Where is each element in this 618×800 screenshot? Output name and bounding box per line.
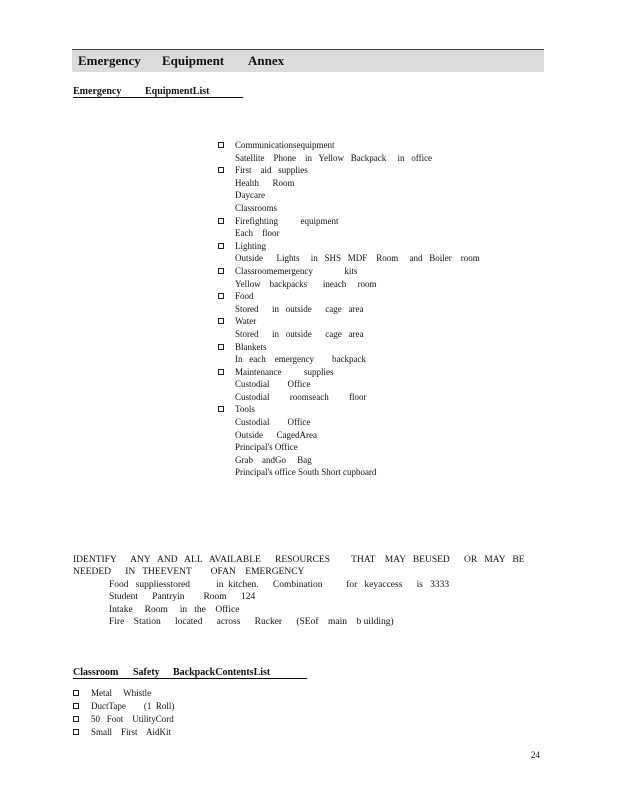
equipment-item-name: Firefighting equipment [235, 215, 339, 226]
equipment-item-detail: Principal's Office [235, 442, 298, 453]
list-item [73, 726, 174, 739]
checkbox-bullet-icon [218, 344, 224, 350]
backpack-item-label: 50 Foot UtilityCord [91, 714, 174, 724]
backpack-item-label: DuctTape (1 Roll) [91, 701, 175, 711]
equipment-item-detail: In each emergency backpack [235, 354, 367, 365]
equipment-item-name: Food [235, 291, 254, 302]
equipment-item-detail: Custodial Office [235, 417, 311, 428]
equipment-item [218, 341, 480, 366]
resource-item: Food suppliesstored in kitchen. Combination for keyaccess is 3333 [109, 579, 450, 590]
equipment-item [218, 290, 480, 315]
equipment-item-detail: Stored in outside cage area [235, 303, 364, 314]
equipment-item-name: Water [235, 316, 257, 327]
checkbox-bullet-icon [218, 167, 224, 173]
equipment-item-detail: Outside CagedArea [235, 429, 317, 440]
backpack-contents-list [73, 687, 174, 739]
equipment-item-name: Maintenance supplies [235, 366, 334, 377]
equipment-item-detail: Satellite Phone in Yellow Backpack in office [235, 152, 433, 163]
equipment-item-detail: Yellow backpacks ineach room [235, 278, 377, 289]
equipment-item [218, 366, 480, 404]
resources-heading-line-1: IDENTIFY ANY AND ALL AVAILABLE RESOURCES THAT MAY BEUSED OR MAY BE [73, 555, 525, 565]
header-title-word-emergency: Emergency [78, 53, 141, 68]
resource-item: Intake Room in the Office [109, 604, 240, 615]
list-item [73, 713, 174, 726]
list-item [73, 687, 174, 700]
checkbox-bullet-icon [218, 293, 224, 299]
equipment-item-heading [218, 403, 480, 416]
resources-section [73, 554, 525, 628]
checkbox-bullet-icon [218, 318, 224, 324]
checkbox-bullet-icon [218, 406, 224, 412]
equipment-item [218, 240, 480, 265]
header-title-word-equipment: Equipment [162, 53, 225, 68]
backpack-heading-word-contents-list: BackpackContentsList [173, 667, 271, 678]
equipment-item-heading [218, 240, 480, 253]
subheading-word-emergency: Emergency [73, 86, 122, 97]
equipment-item-detail: Custodial roomseach floor [235, 391, 367, 402]
backpack-heading-underline [73, 678, 307, 679]
equipment-item-heading [218, 315, 480, 328]
subheading-word-equipment-list: EquipmentList [145, 86, 210, 97]
equipment-item [218, 139, 480, 164]
equipment-item-heading [218, 164, 480, 177]
equipment-item-name: Communicationsequipment [235, 140, 335, 150]
equipment-item-heading [218, 139, 480, 152]
equipment-item-name: Classroomemergency kits [235, 265, 358, 276]
header-title-word-annex: Annex [248, 53, 285, 68]
equipment-item-detail: Principal's office South Short cupboard [235, 467, 377, 478]
equipment-item-name: Blankets [235, 341, 267, 352]
resource-item: Student Pantryin Room 124 [109, 592, 256, 603]
equipment-item-detail: Health Room [235, 177, 295, 188]
equipment-item-detail: Daycare [235, 190, 265, 201]
equipment-item-name: Tools [235, 404, 255, 415]
equipment-item-detail: Stored in outside cage area [235, 328, 364, 339]
equipment-item-detail: Grab andGo Bag [235, 454, 312, 465]
equipment-item [218, 164, 480, 214]
equipment-item [218, 265, 480, 290]
page-number: 24 [531, 750, 540, 760]
equipment-item-detail: Classrooms [235, 202, 278, 213]
equipment-item-heading [218, 366, 480, 379]
equipment-item [218, 315, 480, 340]
subheading-underline [73, 97, 243, 98]
equipment-item [218, 215, 480, 240]
equipment-item-detail: Custodial Office [235, 379, 311, 390]
resource-item: Fire Station located across Rucker (SEof main b uilding) [109, 617, 394, 628]
checkbox-bullet-icon [218, 268, 224, 274]
equipment-item-heading [218, 290, 480, 303]
checkbox-bullet-icon [73, 716, 79, 722]
checkbox-bullet-icon [218, 218, 224, 224]
checkbox-bullet-icon [218, 369, 224, 375]
backpack-item-label: Metal Whistle [91, 688, 152, 698]
checkbox-bullet-icon [73, 729, 79, 735]
backpack-heading-word-safety: Safety [133, 667, 160, 678]
equipment-item-name: Lighting [235, 240, 266, 251]
checkbox-bullet-icon [218, 142, 224, 148]
checkbox-bullet-icon [73, 703, 79, 709]
checkbox-bullet-icon [73, 690, 79, 696]
equipment-list [218, 139, 480, 479]
backpack-item-label: Small First AidKit [91, 727, 172, 737]
equipment-item [218, 403, 480, 479]
checkbox-bullet-icon [218, 243, 224, 249]
annex-header-bar [72, 49, 544, 72]
backpack-heading-word-classroom: Classroom [73, 667, 119, 678]
equipment-item-name: First aid supplies [235, 165, 308, 176]
equipment-item-detail: Each floor [235, 228, 280, 239]
equipment-item-heading [218, 265, 480, 278]
equipment-item-heading [218, 341, 480, 354]
resources-heading-line-2: NEEDED IN THEEVENT OFAN EMERGENCY [73, 567, 305, 578]
equipment-item-detail: Outside Lights in SHS MDF Room and Boiler room [235, 253, 480, 264]
equipment-item-heading [218, 215, 480, 228]
list-item [73, 700, 174, 713]
